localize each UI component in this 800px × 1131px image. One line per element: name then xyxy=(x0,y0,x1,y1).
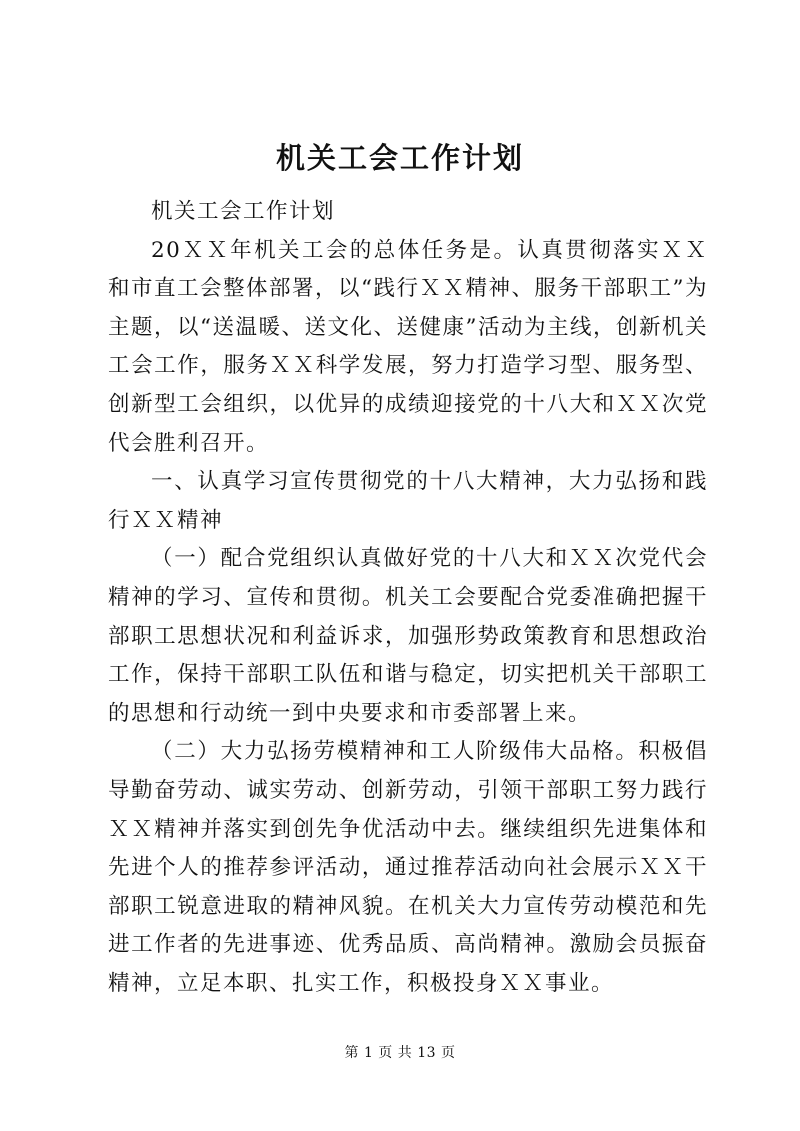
paragraph-overall-task: 20ＸＸ年机关工会的总体任务是。认真贯彻落实ＸＸ和市直工会整体部署，以“践行ＸＸ精神、服务干部职工”为主题，以“送温暖、送文化、送健康”活动为主线，创新机关工会工作，服务ＸＸ科学发展，努力打造学习型、服务型、创新型工会组织，以优异的成绩迎接党的十八大和ＸＸ次党代会胜利召开。 xyxy=(108,237,708,456)
document-title: 机关工会工作计划 xyxy=(275,141,524,175)
paragraph-item-two: （二）大力弘扬劳模精神和工人阶级伟大品格。积极倡导勤奋劳动、诚实劳动、创新劳动，引领干部职工努力践行ＸＸ精神并落实到创先争优活动中去。继续组织先进集体和先进个人的推荐参评活动，通过推荐活动向社会展示ＸＸ干部职工锐意进取的精神风貌。在机关大力宣传劳动模范和先进工作者的先进事迹、优秀品质、高尚精神。激励会员振奋精神，立足本职、扎实工作，积极投身ＸＸ事业。 xyxy=(108,739,708,996)
document-body xyxy=(108,193,708,1003)
paragraph-subtitle: 机关工会工作计划 xyxy=(151,199,336,224)
section-heading-one: 一、认真学习宣传贯彻党的十八大精神，大力弘扬和践行ＸＸ精神 xyxy=(108,469,708,533)
paragraph-item-one: （一）配合党组织认真做好党的十八大和ＸＸ次党代会精神的学习、宣传和贯彻。机关工会要配合党委准确把握干部职工思想状况和利益诉求，加强形势政策教育和思想政治工作，保持干部职工队伍和谐与稳定，切实把机关干部职工的思想和行动统一到中央要求和市委部署上来。 xyxy=(108,546,708,726)
page-number-footer: 第 1 页 共 13 页 xyxy=(344,1045,456,1061)
